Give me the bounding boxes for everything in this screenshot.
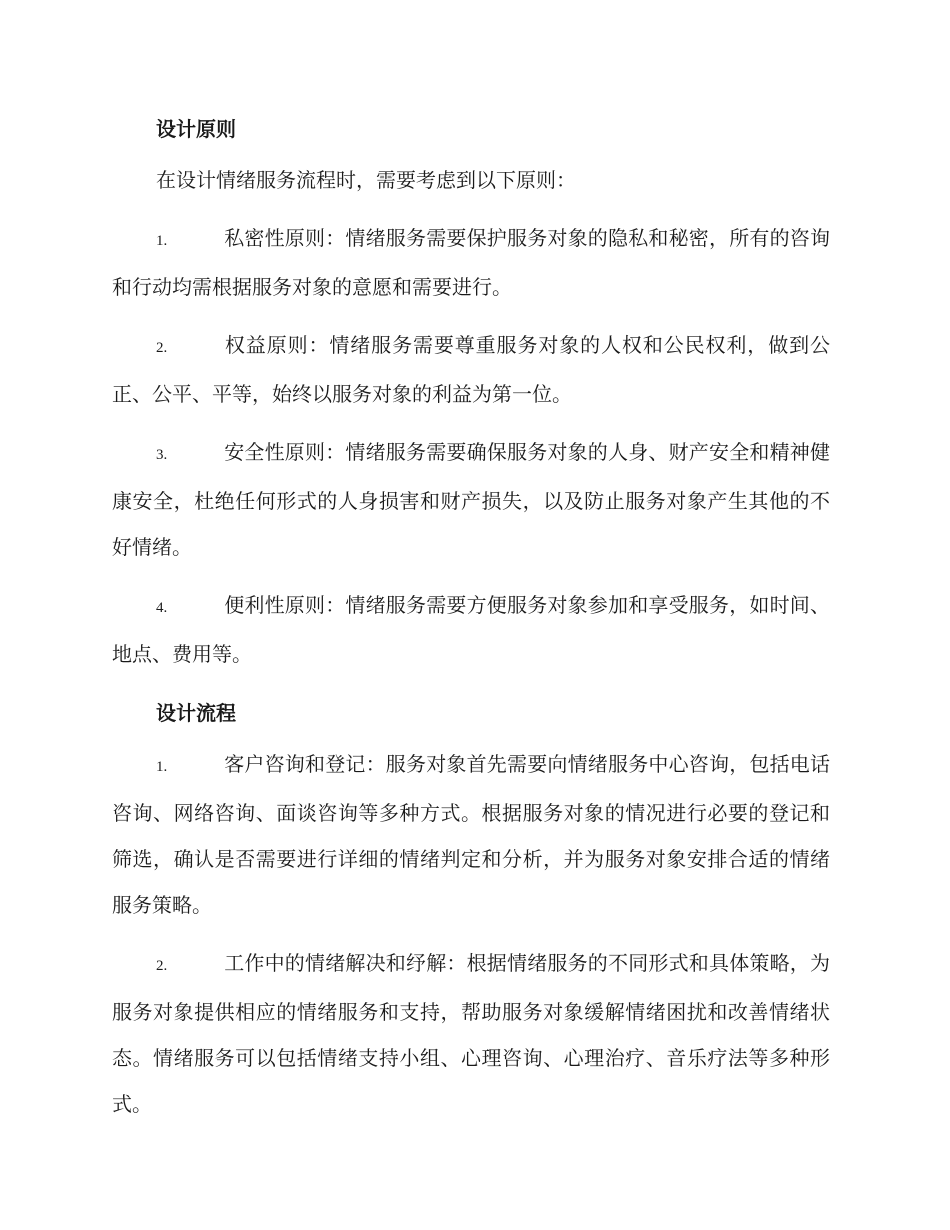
item-text: 工作中的情绪解决和纾解：根据情绪服务的不同形式和具体策略，为服务对象提供相应的情绪服务和支持，帮助服务对象缓解情绪困扰和改善情绪状态。情绪服务可以包括情绪支持小组、心理咨询、心理治疗、音乐疗法等多种形式。 xyxy=(112,951,830,1116)
item-text: 私密性原则：情绪服务需要保护服务对象的隐私和秘密，所有的咨询和行动均需根据服务对象的意愿和需要进行。 xyxy=(112,226,830,299)
process-item-1 xyxy=(112,741,830,928)
process-item-2 xyxy=(112,940,830,1127)
principle-item-3 xyxy=(112,429,830,570)
item-number: 4. xyxy=(156,600,168,616)
item-number: 2. xyxy=(156,340,168,356)
item-text: 安全性原则：情绪服务需要确保服务对象的人身、财产安全和精神健康安全，杜绝任何形式的人身损害和财产损失，以及防止服务对象产生其他的不好情绪。 xyxy=(112,440,830,559)
item-number: 1. xyxy=(156,233,168,249)
item-number: 3. xyxy=(156,447,168,463)
principle-item-1 xyxy=(112,215,830,310)
principle-item-4 xyxy=(112,582,830,677)
section-heading-principles: 设计原则 xyxy=(156,117,236,141)
section-heading-process: 设计流程 xyxy=(156,701,236,725)
principle-item-2 xyxy=(112,322,830,417)
item-text: 权益原则：情绪服务需要尊重服务对象的人权和公民权利，做到公正、公平、平等，始终以服务对象的利益为第一位。 xyxy=(112,333,830,406)
item-text: 客户咨询和登记：服务对象首先需要向情绪服务中心咨询，包括电话咨询、网络咨询、面谈咨询等多种方式。根据服务对象的情况进行必要的登记和筛选，确认是否需要进行详细的情绪判定和分析，并为服务对象安排合适的情绪服务策略。 xyxy=(112,752,830,917)
item-number: 2. xyxy=(156,958,168,974)
principles-intro: 在设计情绪服务流程时，需要考虑到以下原则： xyxy=(156,168,576,192)
item-number: 1. xyxy=(156,759,168,775)
item-text: 便利性原则：情绪服务需要方便服务对象参加和享受服务，如时间、地点、费用等。 xyxy=(112,593,830,666)
